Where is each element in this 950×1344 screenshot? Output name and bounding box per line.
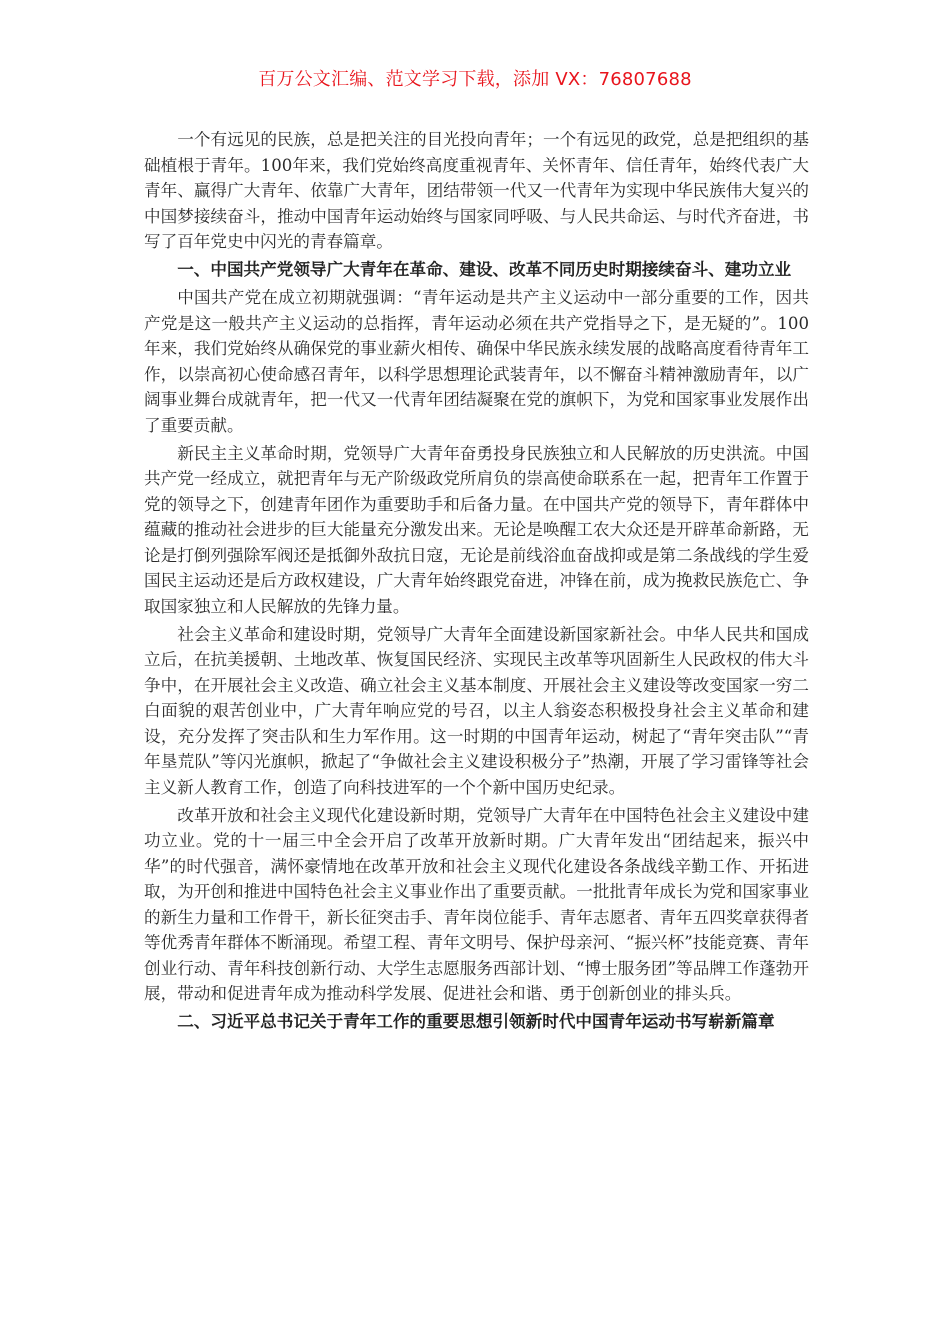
section-heading-1: 一、中国共产党领导广大青年在革命、建设、改革不同历史时期接续奋斗、建功立业	[177, 260, 792, 279]
body-paragraph: 中国共产党在成立初期就强调：“青年运动是共产主义运动中一部分重要的工作，因共产党是这一般共产主义运动的总指挥，青年运动必须在共产党指导之下，是无疑的”。100年来，我们党始终从确保党的事业薪火相传、确保中华民族永续发展的战略高度看待青年工作，以崇高初心使命感召青年，以科学思想理论武装青年，以不懈奋斗精神激励青年，以广阔事业舞台成就青年，把一代又一代青年团结凝聚在党的旗帜下，为党和国家事业发展作出了重要贡献。	[144, 288, 809, 435]
body-paragraph: 新民主主义革命时期，党领导广大青年奋勇投身民族独立和人民解放的历史洪流。中国共产党一经成立，就把青年与无产阶级政党所肩负的崇高使命联系在一起，把青年工作置于党的领导之下，创建青年团作为重要助手和后备力量。在中国共产党的领导下，青年群体中蕴藏的推动社会进步的巨大能量充分激发出来。无论是唤醒工农大众还是开辟革命新路，无论是打倒列强除军阀还是抵御外敌抗日寇，无论是前线浴血奋战抑或是第二条战线的学生爱国民主运动还是后方政权建设，广大青年始终跟党奋进，冲锋在前，成为挽救民族危亡、争取国家独立和人民解放的先锋力量。	[144, 443, 809, 616]
watermark-header: 百万公文汇编、范文学习下载，添加 VX：76807688	[258, 69, 692, 90]
section-heading-2: 二、习近平总书记关于青年工作的重要思想引领新时代中国青年运动书写崭新篇章	[177, 1012, 775, 1031]
body-paragraph: 改革开放和社会主义现代化建设新时期，党领导广大青年在中国特色社会主义建设中建功立业。党的十一届三中全会开启了改革开放新时期。广大青年发出“团结起来，振兴中华”的时代强音，满怀豪情地在改革开放和社会主义现代化建设各条战线辛勤工作、开拓进取，为开创和推进中国特色社会主义事业作出了重要贡献。一批批青年成长为党和国家事业的新生力量和工作骨干，新长征突击手、青年岗位能手、青年志愿者、青年五四奖章获得者等优秀青年群体不断涌现。希望工程、青年文明号、保护母亲河、“振兴杯”技能竞赛、青年创业行动、青年科技创新行动、大学生志愿服务西部计划、“博士服务团”等品牌工作蓬勃开展，带动和促进青年成为推动科学发展、促进社会和谐、勇于创新创业的排头兵。	[144, 805, 809, 1003]
intro-paragraph: 一个有远见的民族，总是把关注的目光投向青年；一个有远见的政党，总是把组织的基础植根于青年。100年来，我们党始终高度重视青年、关怀青年、信任青年，始终代表广大青年、赢得广大青年、依靠广大青年，团结带领一代又一代青年为实现中华民族伟大复兴的中国梦接续奋斗，推动中国青年运动始终与国家同呼吸、与人民共命运、与时代齐奋进，书写了百年党史中闪光的青春篇章。	[144, 130, 809, 251]
document-body	[144, 127, 809, 1037]
body-paragraph: 社会主义革命和建设时期，党领导广大青年全面建设新国家新社会。中华人民共和国成立后，在抗美援朝、土地改革、恢复国民经济、实现民主改革等巩固新生人民政权的伟大斗争中，在开展社会主义改造、确立社会主义基本制度、开展社会主义建设等改变国家一穷二白面貌的艰苦创业中，广大青年响应党的号召，以主人翁姿态积极投身社会主义革命和建设，充分发挥了突击队和生力军作用。这一时期的中国青年运动，树起了“青年突击队”“青年垦荒队”等闪光旗帜，掀起了“争做社会主义建设积极分子”热潮，开展了学习雷锋等社会主义新人教育工作，创造了向科技进军的一个个新中国历史纪录。	[144, 624, 809, 797]
